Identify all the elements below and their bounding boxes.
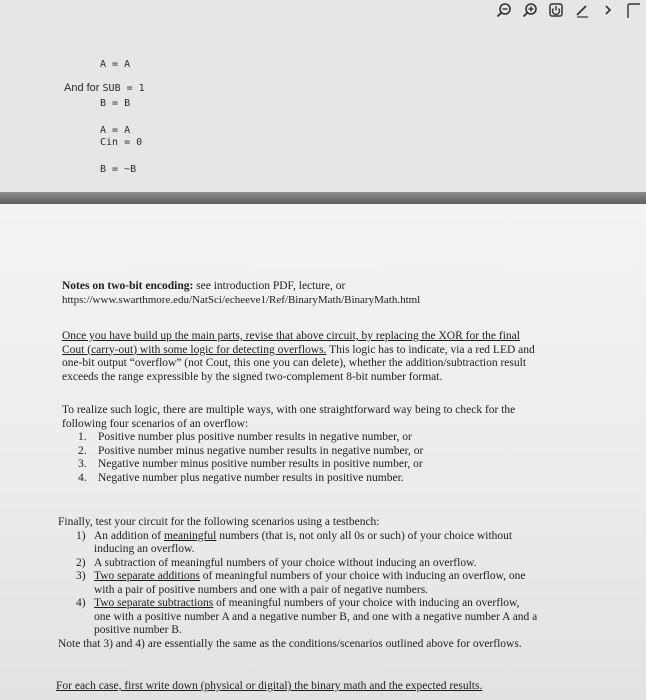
list-number: 3)	[76, 570, 86, 582]
scenario-text: one with a positive number A and a negative number B, and one with a negative number A and a	[94, 610, 538, 623]
para2-line: To realize such logic, there are multiple ways, with one straightforward way being to check for the	[62, 404, 516, 416]
para1-line: exceeds the range expressible by the signed two-complement 8-bit number format.	[62, 370, 443, 383]
para1-line: Once you have build up the main parts, revise that above circuit, by replacing the XOR for the final	[62, 330, 520, 342]
scenario-text-underlined: meaningful	[163, 529, 217, 542]
scenario-text-underlined: Two separate subtractions	[94, 597, 214, 609]
test-scenario-4	[58, 597, 638, 638]
para1-line-rest: This logic has to indicate, via a red LED and	[326, 343, 535, 356]
code-line: B = B	[100, 98, 131, 109]
and-for-code: SUB = 1	[102, 83, 145, 94]
notes-url: https://www.swarthmore.edu/NatSci/echeeve1/Ref/BinaryMath/BinaryMath.html	[62, 293, 421, 306]
list-number: 1)	[76, 529, 86, 542]
scenario-text: numbers (that is, not only all 0s or such) of your choice without	[216, 529, 513, 542]
para1-line: one-bit output “overflow” (not Cout, this one you can delete), whether the addition/subtraction result	[62, 357, 527, 369]
scenario-text: A subtraction of meaningful numbers of your choice without inducing an overflow.	[94, 556, 477, 569]
scenario-text-underlined: Two separate additions	[94, 570, 200, 582]
and-for-label	[64, 82, 145, 94]
overflow-scenarios-list	[78, 431, 632, 485]
document-page	[0, 204, 646, 700]
list-number: 2)	[76, 556, 86, 569]
para2-line: following four scenarios of an overflow:	[62, 417, 249, 430]
power-icon[interactable]	[546, 0, 566, 20]
code-snippet-panel	[0, 0, 646, 192]
scenario-text: An addition of	[94, 529, 164, 542]
list-number: 4.	[78, 471, 87, 484]
list-text: Positive number minus negative number results in negative number, or	[98, 444, 424, 457]
and-for-prefix: And for	[64, 82, 103, 94]
scenario-text: positive number B.	[94, 624, 182, 636]
zoom-out-icon[interactable]	[494, 0, 514, 20]
test-scenario-2	[58, 557, 638, 571]
testbench-paragraph	[58, 516, 638, 651]
toolbar	[494, 0, 646, 20]
notes-label: Notes on two-bit encoding:	[62, 280, 194, 292]
scenario-text: of meaningful numbers of your choice with inducing an overflow,	[213, 597, 520, 609]
list-number: 2.	[78, 444, 87, 457]
list-item	[78, 431, 632, 445]
test-scenario-1	[58, 530, 638, 557]
para3-intro: Finally, test your circuit for the following scenarios using a testbench:	[58, 516, 380, 528]
list-item	[78, 445, 632, 459]
code-line: B = ~B	[100, 164, 137, 175]
final-instruction: For each case, first write down (physical or digital) the binary math and the expected results.	[56, 680, 483, 692]
pen-icon[interactable]	[572, 0, 592, 20]
code-line: Cin = 0	[100, 137, 143, 148]
notes-text: see introduction PDF, lecture, or	[193, 280, 346, 292]
scenario-text: of meaningful numbers of your choice with inducing an overflow, one	[199, 570, 526, 582]
scenarios-paragraph	[62, 404, 632, 485]
zoom-in-icon[interactable]	[520, 0, 540, 20]
list-text: Negative number minus positive number results in positive number, or	[98, 458, 423, 470]
list-item	[78, 472, 632, 486]
page-divider	[0, 192, 646, 204]
scenario-text: inducing an overflow.	[94, 543, 195, 555]
code-line: A = A	[100, 59, 131, 70]
overflow-paragraph	[62, 330, 632, 384]
notes-paragraph	[62, 280, 622, 307]
para1-line-underlined: Cout (carry-out) with some logic for detecting overflows.	[62, 343, 327, 356]
note-line: Note that 3) and 4) are essentially the same as the conditions/scenarios outlined above for overflows.	[58, 637, 522, 650]
square-icon[interactable]	[624, 0, 644, 20]
list-item	[78, 458, 632, 472]
list-number: 1.	[78, 431, 87, 443]
list-number: 3.	[78, 458, 87, 470]
test-scenario-3	[58, 570, 638, 597]
code-line: A = A	[100, 125, 131, 136]
chevron-down-icon[interactable]	[598, 0, 618, 20]
list-text: Negative number plus negative number results in positive number.	[98, 471, 404, 484]
list-text: Positive number plus positive number results in negative number, or	[98, 431, 412, 443]
list-number: 4)	[76, 597, 86, 609]
scenario-text: with a pair of positive numbers and one with a pair of negative numbers.	[94, 583, 429, 596]
